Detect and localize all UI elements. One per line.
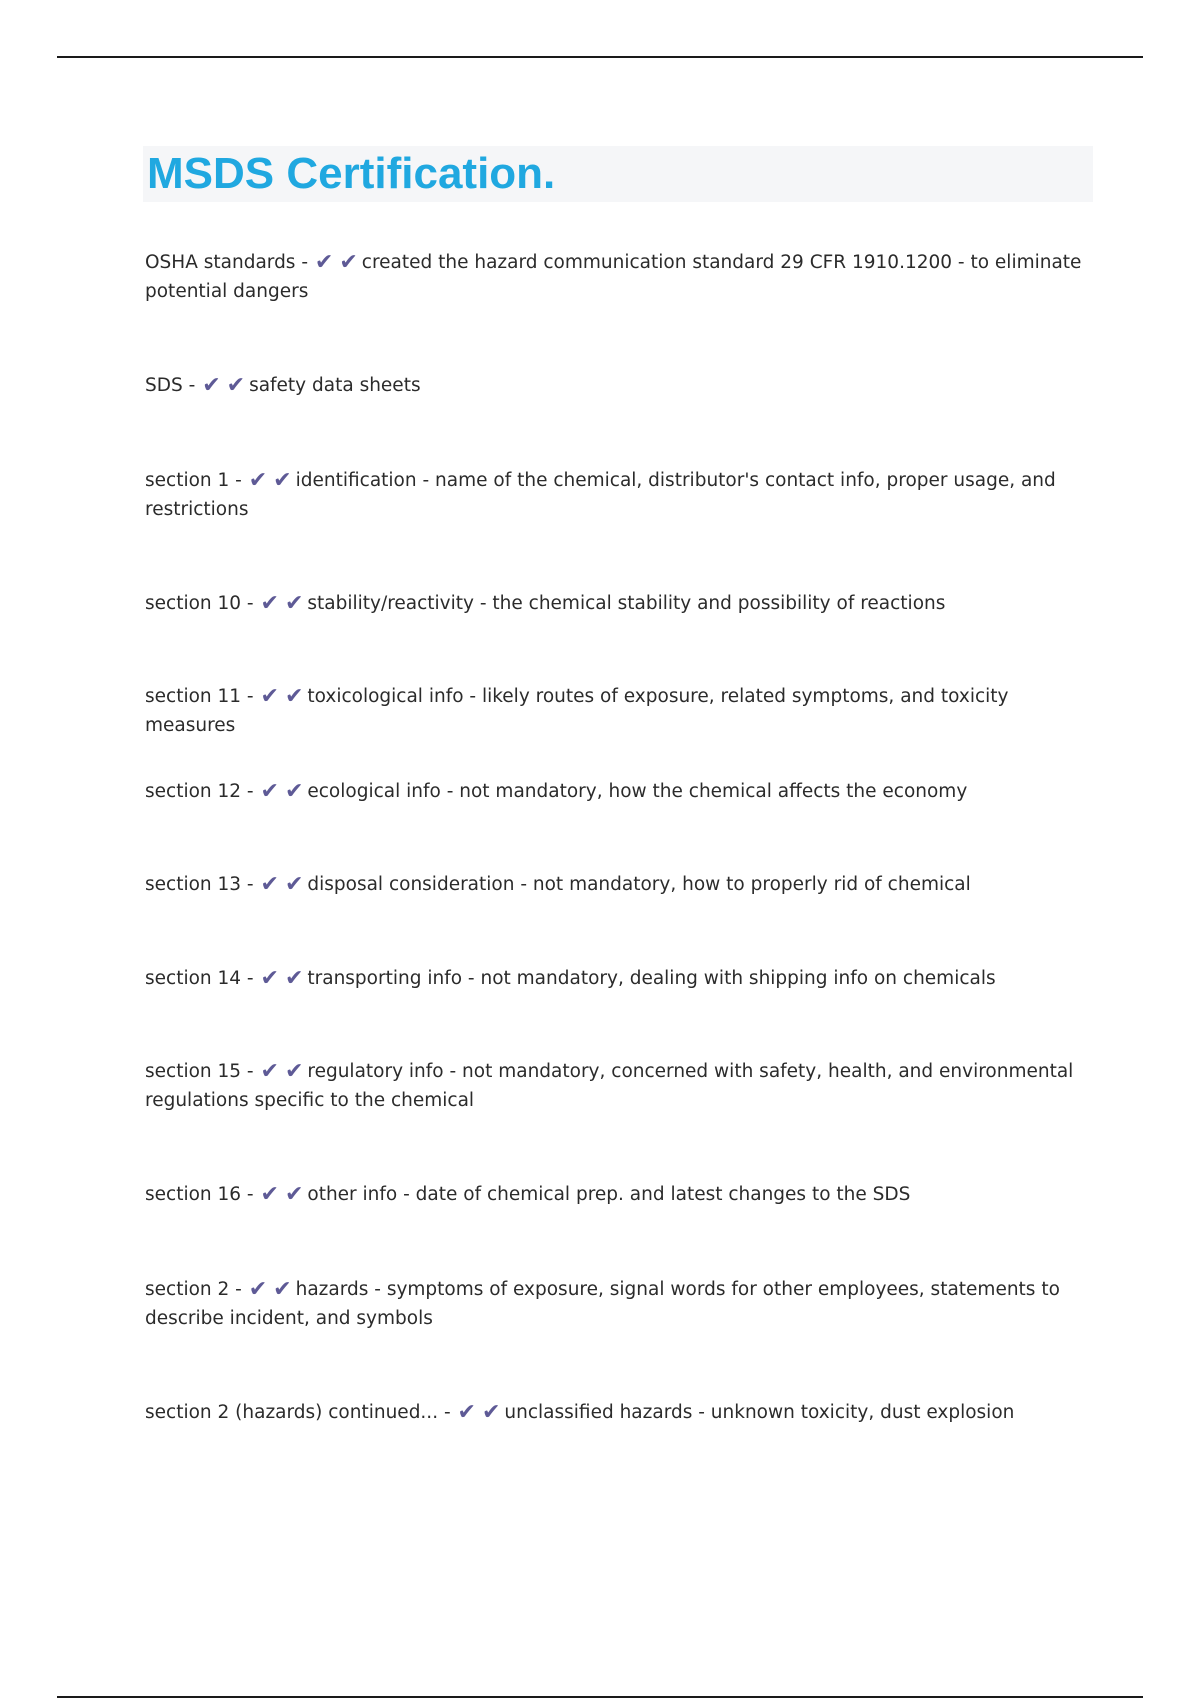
flashcard-entry	[145, 870, 1095, 899]
check-icon: ✔	[248, 1277, 268, 1302]
flashcard-entry	[145, 1057, 1095, 1115]
check-icon: ✔	[226, 373, 246, 398]
check-icon: ✔	[273, 468, 292, 493]
entry-definition: unclassified hazards - unknown toxicity, dust explosion	[504, 1402, 1015, 1423]
page-title: MSDS Certification.	[147, 149, 556, 198]
check-icon: ✔	[284, 779, 304, 804]
entry-term: section 2 (hazards) continued... -	[145, 1402, 451, 1423]
bottom-divider	[57, 1696, 1143, 1698]
entry-term: section 12 -	[145, 781, 254, 802]
check-icon: ✔	[260, 872, 279, 897]
entry-definition: created the hazard communication standard 29 CFR 1910.1200 - to eliminate potential dangers	[145, 252, 1082, 302]
check-icon: ✔	[260, 966, 279, 991]
entry-definition: identification - name of the chemical, distributor's contact info, proper usage, and restrictions	[145, 470, 1056, 520]
entry-term: section 2 -	[145, 1279, 242, 1300]
flashcard-entry	[145, 682, 1095, 740]
check-icon: ✔	[260, 1182, 279, 1207]
flashcard-entry	[145, 1275, 1095, 1333]
check-icon: ✔	[273, 1277, 292, 1302]
check-icon: ✔	[339, 250, 358, 275]
flashcard-entry	[145, 1398, 1095, 1427]
check-icon: ✔	[457, 1400, 476, 1425]
check-icon: ✔	[284, 1182, 304, 1207]
entry-definition: hazards - symptoms of exposure, signal words for other employees, statements to describe incident, and symbols	[145, 1279, 1060, 1329]
entry-definition: ecological info - not mandatory, how the chemical affects the economy	[307, 781, 968, 802]
entry-definition: regulatory info - not mandatory, concerned with safety, health, and environmental regulations specific to the chemical	[145, 1061, 1074, 1111]
check-icon: ✔	[284, 966, 304, 991]
entry-definition: toxicological info - likely routes of exposure, related symptoms, and toxicity measures	[145, 686, 1009, 736]
entry-term: section 10 -	[145, 593, 254, 614]
entry-term: section 13 -	[145, 874, 254, 895]
check-icon: ✔	[481, 1400, 501, 1425]
check-icon: ✔	[248, 468, 268, 493]
flashcard-entry	[145, 964, 1095, 993]
check-icon: ✔	[284, 591, 304, 616]
flashcard-entry	[145, 1180, 1095, 1209]
entry-term: SDS -	[145, 375, 196, 396]
flashcard-entry	[145, 777, 1095, 806]
check-icon: ✔	[260, 1059, 279, 1084]
entry-term: section 11 -	[145, 686, 254, 707]
entry-term: section 15 -	[145, 1061, 254, 1082]
entry-definition: stability/reactivity - the chemical stability and possibility of reactions	[307, 593, 946, 614]
flashcard-entry	[145, 371, 1095, 400]
flashcard-entry	[145, 466, 1095, 524]
entry-term: section 1 -	[145, 470, 242, 491]
check-icon: ✔	[260, 779, 279, 804]
entry-term: section 16 -	[145, 1184, 254, 1205]
flashcard-entry	[145, 248, 1095, 306]
check-icon: ✔	[314, 250, 334, 275]
check-icon: ✔	[260, 591, 279, 616]
check-icon: ✔	[260, 684, 279, 709]
check-icon: ✔	[284, 684, 304, 709]
check-icon: ✔	[284, 872, 304, 897]
entry-definition: disposal consideration - not mandatory, how to properly rid of chemical	[307, 874, 971, 895]
entry-definition: safety data sheets	[249, 375, 421, 396]
check-icon: ✔	[202, 373, 221, 398]
check-icon: ✔	[284, 1059, 304, 1084]
title-banner	[143, 146, 1093, 202]
entry-definition: other info - date of chemical prep. and latest changes to the SDS	[307, 1184, 911, 1205]
entry-term: section 14 -	[145, 968, 254, 989]
flashcard-entry	[145, 589, 1095, 618]
entry-definition: transporting info - not mandatory, dealing with shipping info on chemicals	[307, 968, 996, 989]
entry-term: OSHA standards -	[145, 252, 309, 273]
top-divider	[57, 56, 1143, 58]
